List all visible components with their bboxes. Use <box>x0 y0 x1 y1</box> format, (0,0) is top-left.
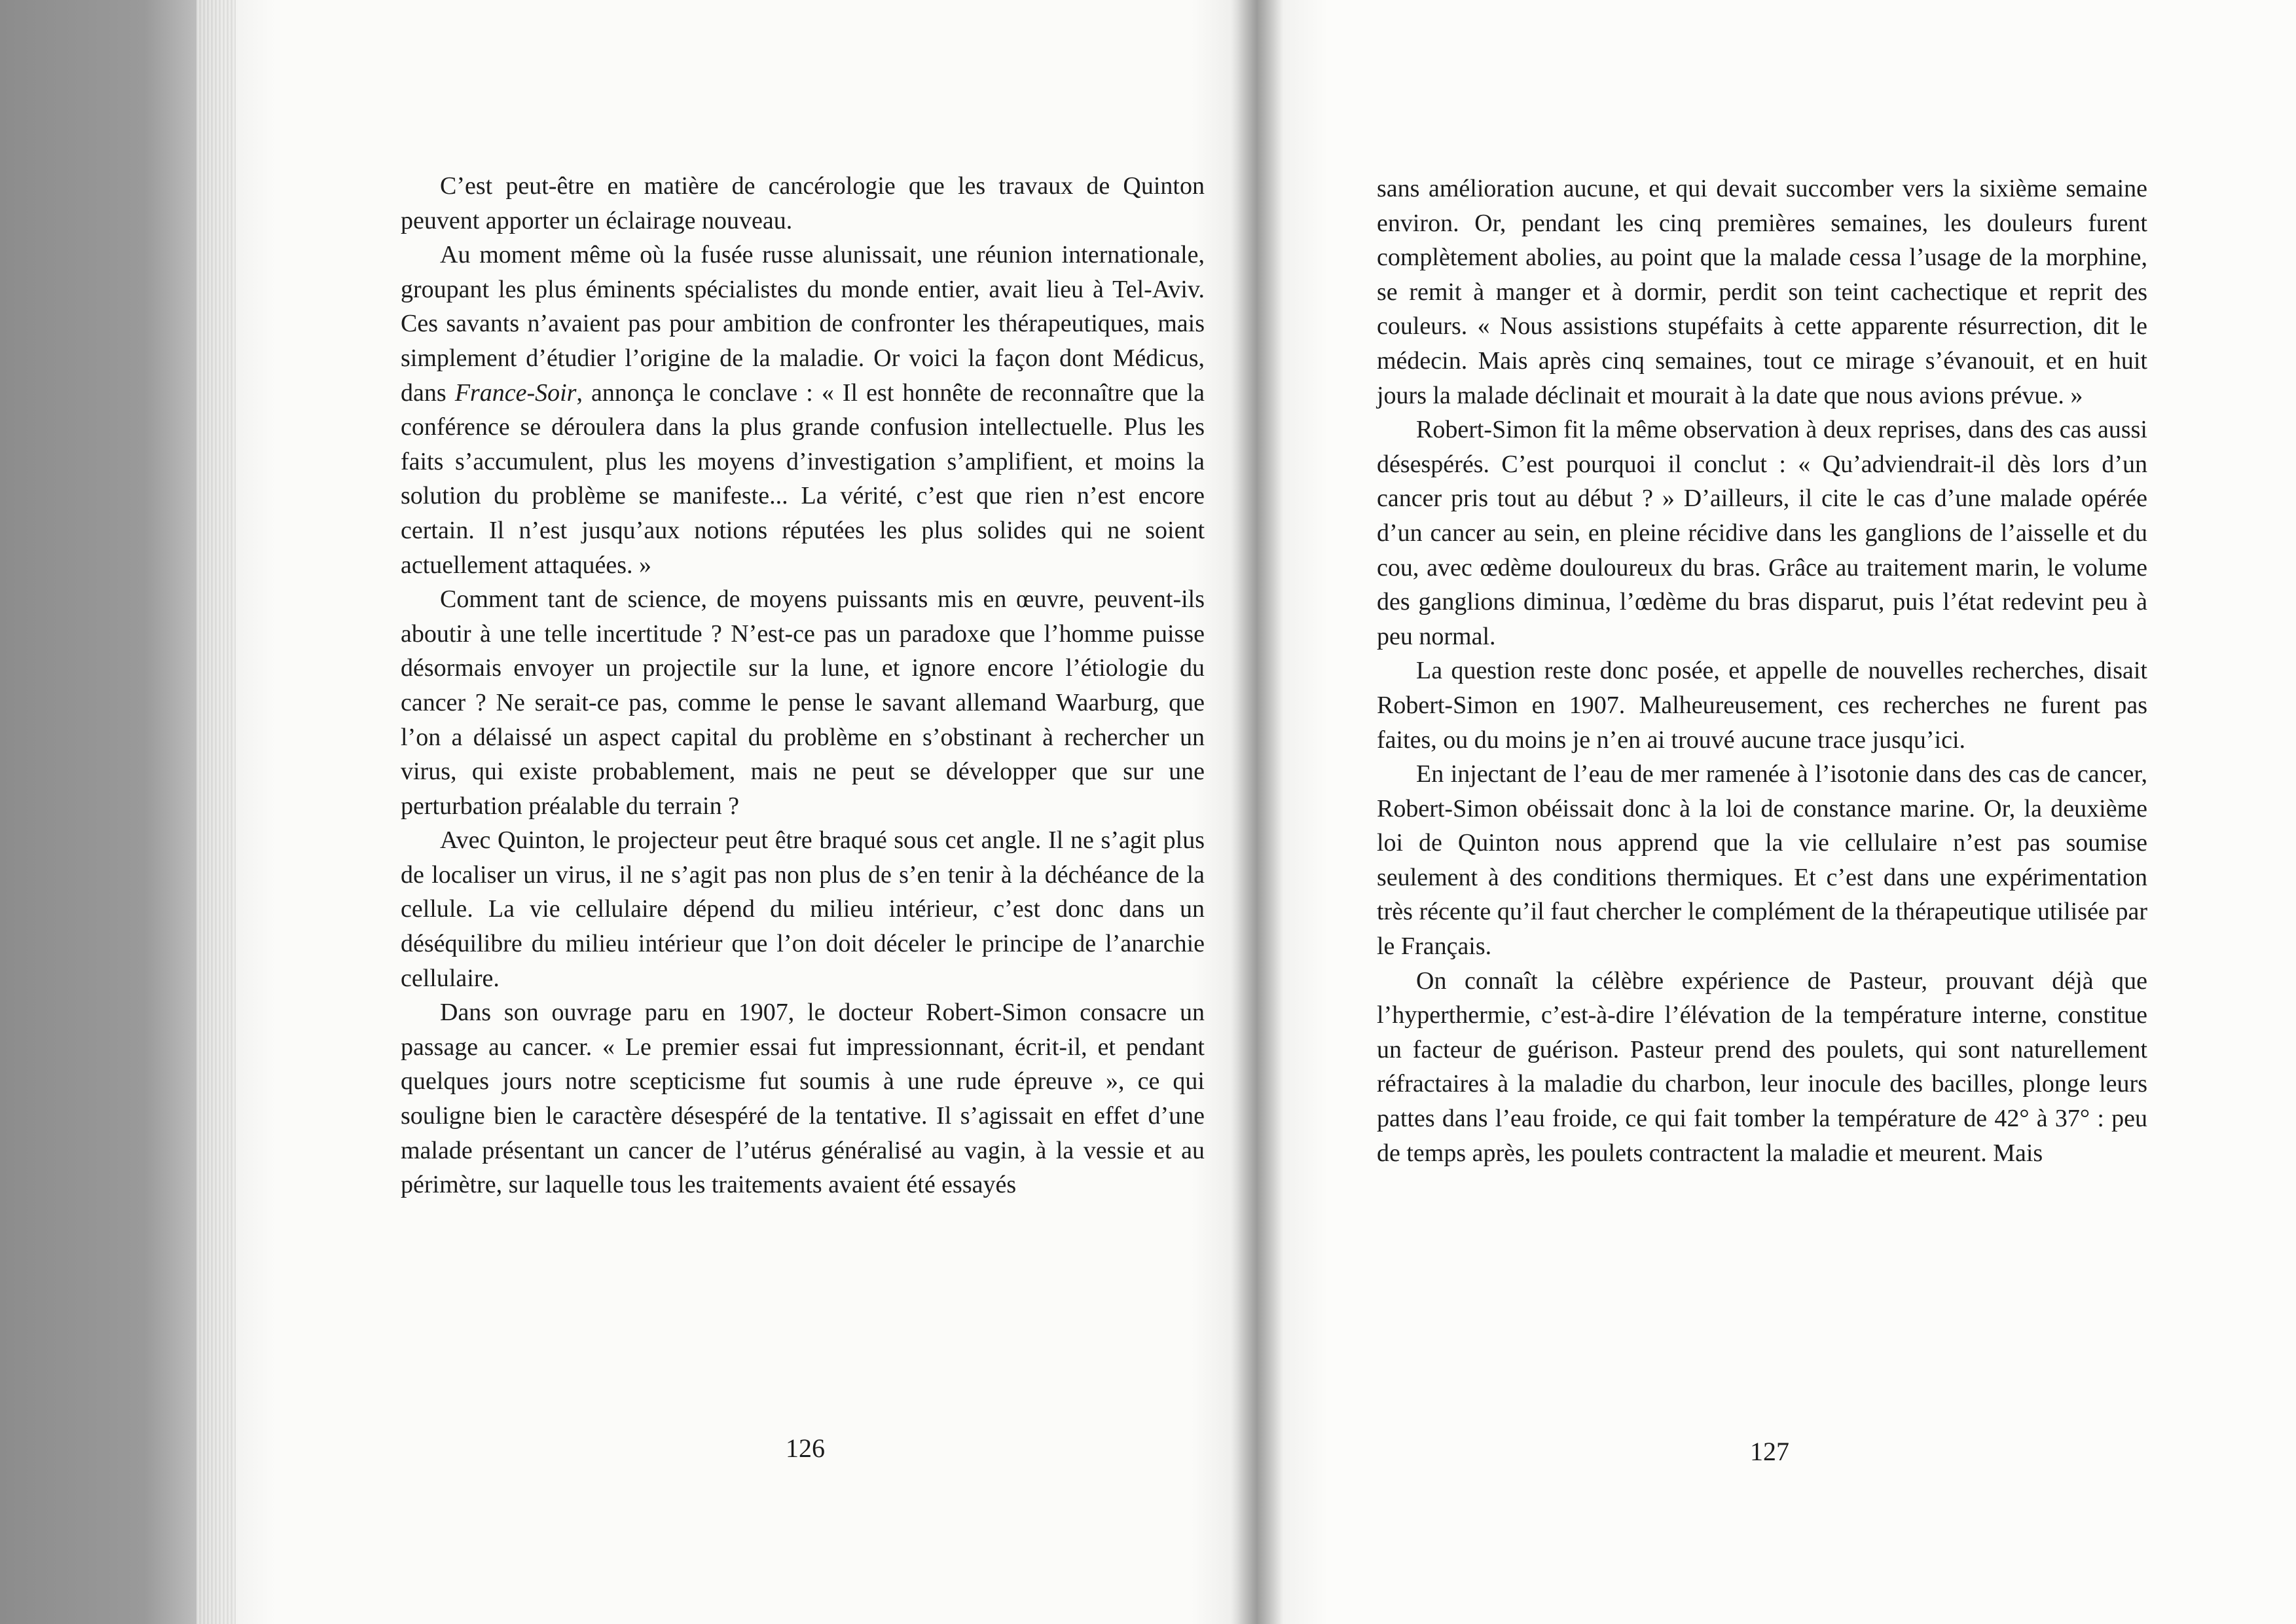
paragraph: C’est peut-être en matière de cancérologie que les travaux de Quinton peuvent apporter un éclairage nouveau. <box>401 172 1205 234</box>
paragraph: Comment tant de science, de moyens puissants mis en œuvre, peuvent-ils aboutir à une telle incertitude ? N’est-ce pas un paradoxe que l’homme puisse désormais envoyer un projectile sur la lune, et ignore encore l’étiologie du cancer ? Ne serait-ce pas, comme le pense le savant allemand Waarburg, que l’on a délaissé un aspect capital du problème en s’obstinant à rechercher un virus, qui existe probablement, mais ne peut se développer que sur une perturbation préalable du terrain ? <box>401 585 1205 820</box>
paragraph: Robert-Simon fit la même observation à deux reprises, dans des cas aussi désespérés. C’est pourquoi il conclut : « Qu’adviendrait-il dès lors d’un cancer pris tout au début ? » D’ailleurs, il cite le cas d’une malade opérée d’un cancer au sein, en pleine récidive dans les ganglions de l’aisselle et du cou, avec œdème douloureux du bras. Grâce au traitement marin, le volume des ganglions diminua, l’œdème du bras disparut, puis l’état redevint peu à peu normal. <box>1377 416 2147 650</box>
paragraph: Au moment même où la fusée russe alunissait, une réunion internationale, groupant les plus éminents spécialistes du monde entier, avait lieu à Tel-Aviv. Ces savants n’avaient pas pour ambition de confronter les thérapeutiques, mais simplement d’étudier l’origine de la maladie. Or voici la façon dont Médicus, dans France-Soir, annonça le conclave : « Il est honnête de reconnaître que la conférence se déroulera dans la plus grande confusion intellectuelle. Plus les faits s’accumulent, plus les moyens d’investigation s’amplifient, et moins la solution du problème se manifeste... La vérité, c’est que rien n’est encore certain. Il n’est jusqu’aux notions réputées les plus solides qui ne soient actuellement attaquées. » <box>401 241 1205 579</box>
newspaper-title: France-Soir <box>454 378 577 407</box>
paragraph: Dans son ouvrage paru en 1907, le docteur Robert-Simon consacre un passage au cancer. « Le premier essai fut impressionnant, écrit-il, et pendant quelques jours notre scepticisme fut soumis à une rude épreuve », ce qui souligne bien le caractère désespéré de la tentative. Il s’agissait en effet d’une malade présentant un cancer de l’utérus généralisé au vagin, à la vessie et au périmètre, sur laquelle tous les traitements avaient été essayés <box>401 999 1205 1199</box>
paragraph: En injectant de l’eau de mer ramenée à l’isotonie dans des cas de cancer, Robert-Simon obéissait donc à la loi de constance marine. Or, la deuxième loi de Quinton nous apprend que la vie cellulaire n’est pas soumise seulement à des conditions thermiques. Et c’est dans une expérimentation très récente qu’il faut chercher le complément de la thérapeutique utilisée par le Français. <box>1377 760 2147 961</box>
page-number-left: 126 <box>786 1433 825 1463</box>
paragraph: On connaît la célèbre expérience de Pasteur, prouvant déjà que l’hyperthermie, c’est-à-dire l’élévation de la température interne, constitue un facteur de guérison. Pasteur prend des poulets, qui sont naturellement réfractaires à la maladie du charbon, leur inocule des bacilles, plonge leurs pattes dans l’eau froide, ce qui fait tomber la température de 42° à 37° : peu de temps après, les poulets contractent la maladie et meurent. Mais <box>1377 967 2147 1167</box>
paragraph: La question reste donc posée, et appelle de nouvelles recherches, disait Robert-Simon en 1907. Malheureusement, ces recherches ne furent pas faites, ou du moins je n’en ai trouvé aucune trace jusqu’ici. <box>1377 657 2147 754</box>
page-number-right: 127 <box>1750 1437 1789 1466</box>
book-gutter <box>1231 0 1283 1624</box>
paragraph: sans amélioration aucune, et qui devait succomber vers la sixième semaine environ. Or, pendant les cinq premières semaines, les douleurs furent complètement abolies, au point que la malade cessa l’usage de la morphine, se remit à manger et à dormir, perdit son teint cachectique et reprit des couleurs. « Nous assistions stupéfaits à cette apparente résurrection, dit le médecin. Mais après cinq semaines, tout ce mirage s’évanouit, et en huit jours la malade déclinait et mourait à la date que nous avions prévue. » <box>1377 175 2147 409</box>
left-page-text <box>401 169 1205 1202</box>
right-page-text <box>1377 172 2147 1170</box>
paragraph: Avec Quinton, le projecteur peut être braqué sous cet angle. Il ne s’agit plus de localiser un virus, il ne s’agit pas non plus de s’en tenir à la déchéance de la cellule. La vie cellulaire dépend du milieu intérieur, c’est donc dans un déséquilibre du milieu intérieur que l’on doit déceler le principe de l’anarchie cellulaire. <box>401 826 1205 992</box>
